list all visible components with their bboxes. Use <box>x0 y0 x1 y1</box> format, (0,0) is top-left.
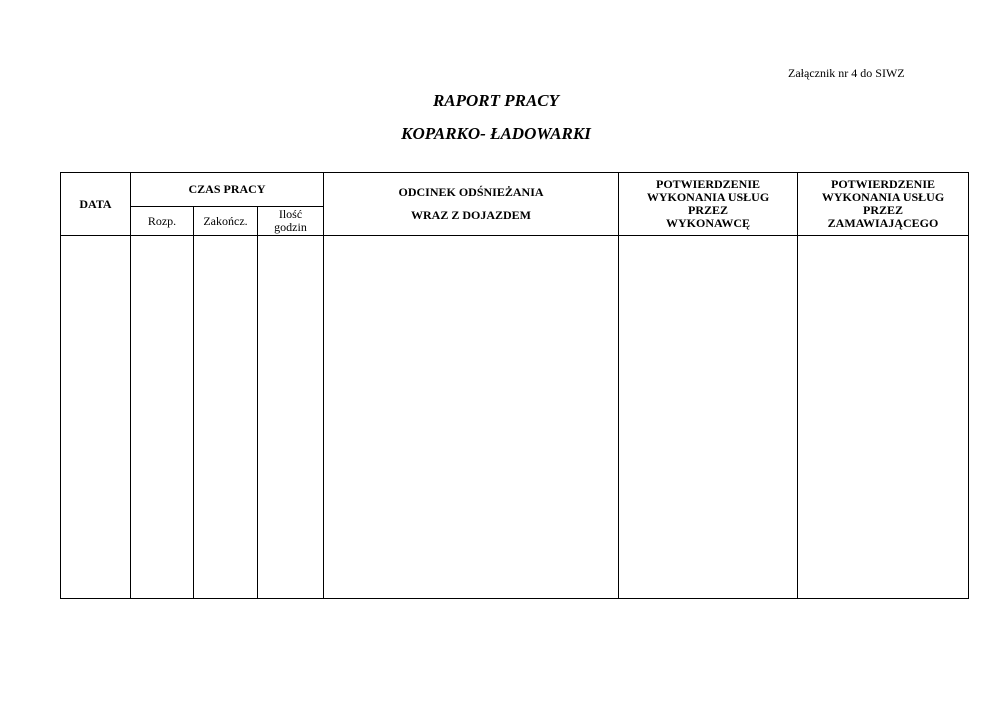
cell-zakoncz[interactable] <box>194 236 258 599</box>
column-header-potwierdzenie-zamawiajacy: POTWIERDZENIE WYKONANIA USŁUG PRZEZ ZAMAWIAJĄCEGO <box>798 173 969 236</box>
cell-odcinek[interactable] <box>324 236 619 599</box>
column-header-odcinek: ODCINEK ODŚNIEŻANIA WRAZ Z DOJAZDEM <box>324 173 619 236</box>
cell-potwierdzenie-wykonawca[interactable] <box>619 236 798 599</box>
report-title: RAPORT PRACY <box>432 91 560 110</box>
attachment-label: Załącznik nr 4 do SIWZ <box>788 66 905 80</box>
cell-rozp[interactable] <box>131 236 194 599</box>
column-header-potwierdzenie-wykonawca: POTWIERDZENIE WYKONANIA USŁUG PRZEZ WYKONAWCĘ <box>619 173 798 236</box>
table-header-row-1 <box>61 173 969 207</box>
report-subtitle: KOPARKO- ŁADOWARKI <box>401 124 591 143</box>
cell-ilosc-godzin[interactable] <box>258 236 324 599</box>
table-row <box>61 236 969 599</box>
column-header-data: DATA <box>61 173 131 236</box>
cell-potwierdzenie-zamawiajacy[interactable] <box>798 236 969 599</box>
subheader-rozp: Rozp. <box>131 207 194 236</box>
cell-data[interactable] <box>61 236 131 599</box>
work-report-table <box>60 172 969 599</box>
subheader-ilosc-godzin: Ilość godzin <box>258 207 324 236</box>
column-header-czas-pracy: CZAS PRACY <box>131 173 324 207</box>
subheader-zakoncz: Zakończ. <box>194 207 258 236</box>
